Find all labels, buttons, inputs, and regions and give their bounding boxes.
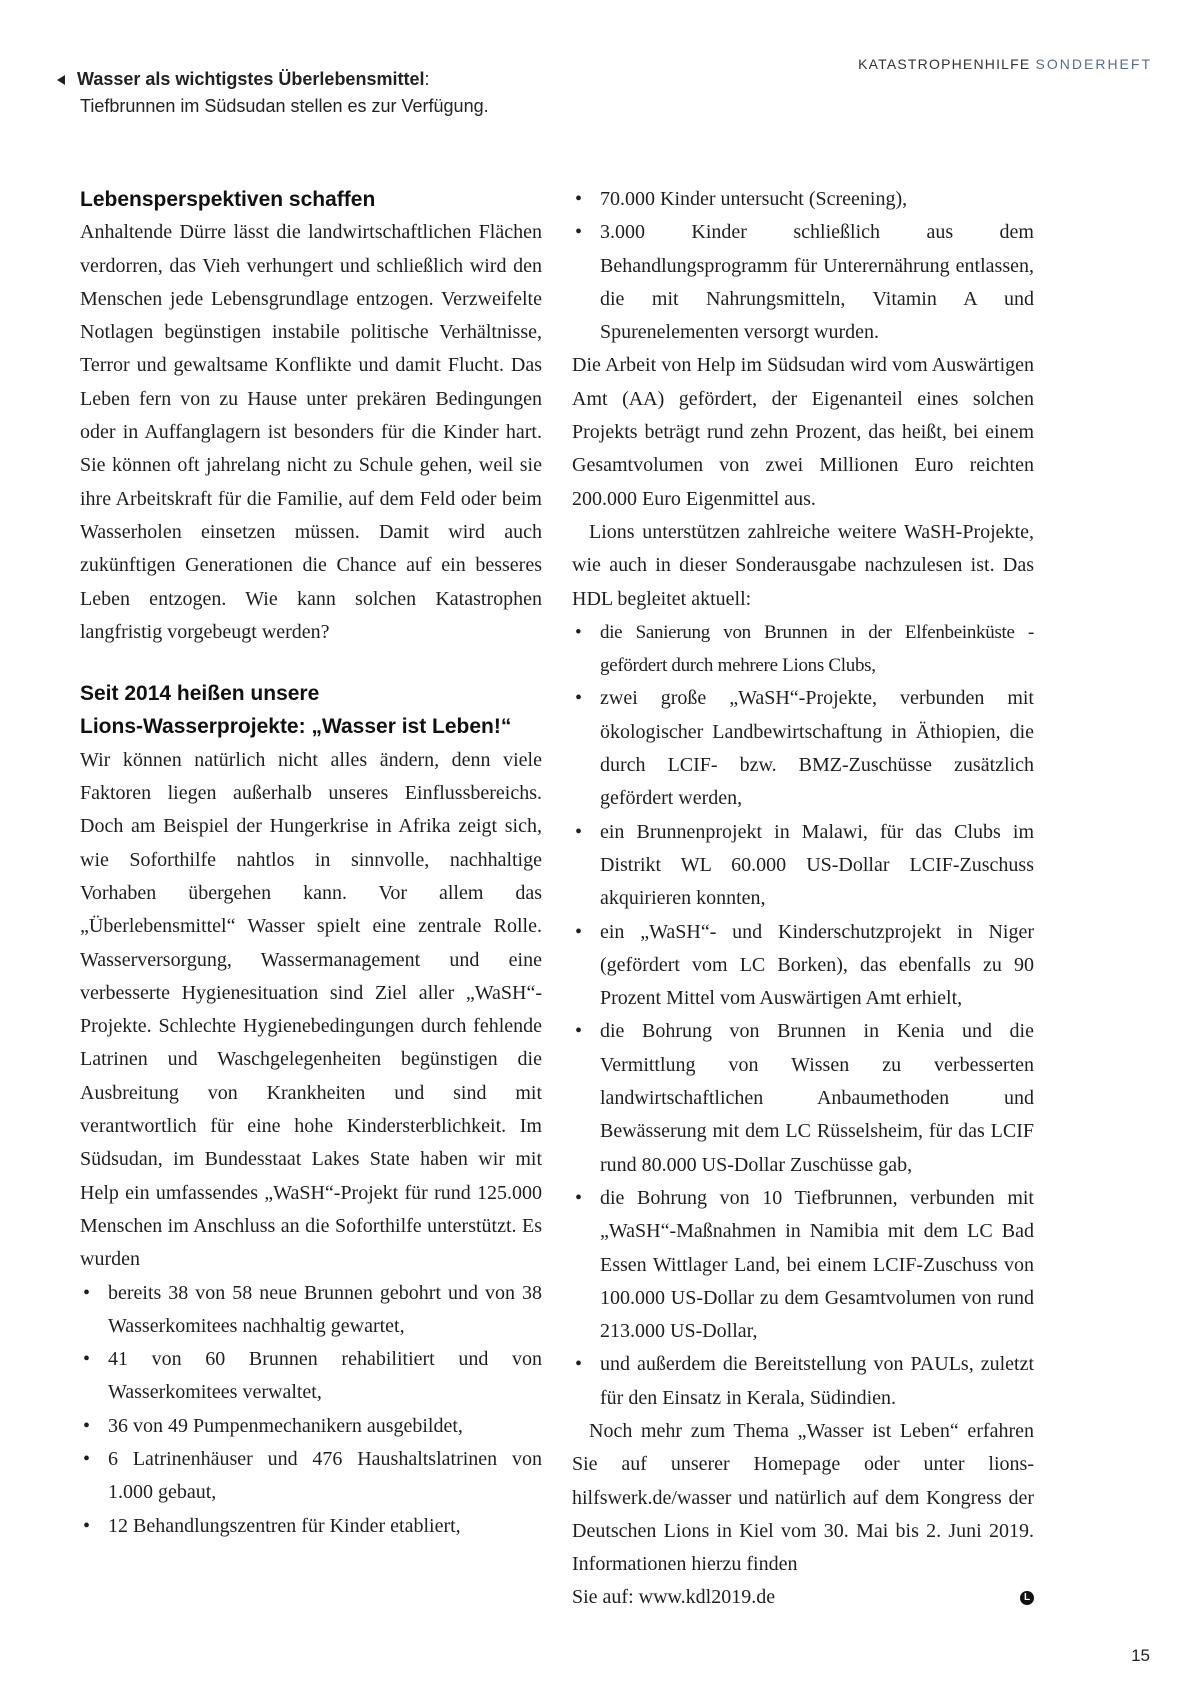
running-head [858,56,1152,72]
heading-lebensperspektiven: Lebensperspektiven schaffen [80,188,376,211]
page-number: 15 [1131,1646,1150,1665]
list-item: • ein Brunnenprojekt in Malawi, für das Clubs im Distrikt WL 60.000 US-Dollar LCIF-Zuschuss akquirieren konnten, [572,816,1034,916]
left-paragraph-1: Anhaltende Dürre lässt die landwirtschaftlichen Flächen verdorren, das Vieh verhungert und schließlich wird den Menschen jede Lebensgrundlage entzogen. Verzweifelte Notlagen begünstigen instabile politische Verhältnisse, Terror und gewaltsame Konflikte und damit Flucht. Das Leben fern von zu Hause unter prekären Bedingungen oder in Auffanglagern ist besonders für die Kinder hart. Sie können oft jahrelang nicht zu Schule gehen, weil sie ihre Arbeitskraft für die Familie, auf dem Feld oder beim Wasserholen einsetzen müssen. Damit wird auch zukünftigen Generationen die Chance auf ein besseres Leben entzogen. Wie kann solchen Katastrophen langfristig vorgebeugt werden? [80,221,542,643]
list-item: • 41 von 60 Brunnen rehabilitiert und von Wasserkomitees verwaltet, [80,1343,542,1410]
left-paragraph-2: Wir können natürlich nicht alles ändern, denn viele Faktoren liegen außerhalb unseres Einflussbereichs. Doch am Beispiel der Hungerkrise in Afrika zeigt sich, wie Soforthilfe nahtlos in sinnvolle, nachhaltige Vorhaben übergehen kann. Vor allem das „Überlebensmittel“ Wasser spielt eine zentrale Rolle. Wasserversorgung, Wassermanagement und eine verbesserte Hygienesituation sind Ziel aller „WaSH“-Projekte. Schlechte Hygienebedingungen durch fehlende Latrinen und Waschgelegenheiten begünstigen die Ausbreitung von Krankheiten und sind mit verantwortlich für eine hohe Kindersterblichkeit. Im Südsudan, im Bundesstaat Lakes State haben wir mit Help ein umfassendes „WaSH“-Projekt für rund 125.000 Menschen im Anschluss an die Soforthilfe unterstützt. Es wurden [80,748,542,1271]
caption-colon: : [424,69,430,89]
caption-text: Tiefbrunnen im Südsudan stellen es zur Verfügung. [80,96,489,116]
list-item: • 12 Behandlungszentren für Kinder etabliert, [80,1510,542,1543]
list-item: • die Sanierung von Brunnen in der Elfenbeinküste - gefördert durch mehrere Lions Clubs, [572,616,1034,683]
heading-wasserprojekte-line2: Lions-Wasserprojekte: „Wasser ist Leben!“ [80,715,512,739]
right-bullet-list-top [572,183,1034,349]
running-head-section: KATASTROPHENHILFE [858,56,1031,72]
list-item: • ein „WaSH“- und Kinderschutzprojekt in Niger (gefördert vom LC Borken), das ebenfalls zu 90 Prozent Mittel vom Auswärtigen Amt erhielt, [572,916,1034,1016]
right-bullet-list-hdl [572,616,1034,1415]
list-item: • bereits 38 von 58 neue Brunnen gebohrt und von 38 Wasserkomitees nachhaltig gewartet, [80,1277,542,1344]
caption-title: Wasser als wichtigstes Überlebensmittel [77,69,425,89]
right-paragraph-2: Lions unterstützen zahlreiche weitere WaSH-Projekte, wie auch in dieser Sonderausgabe nachzulesen ist. Das HDL begleitet aktuell: [572,520,1034,610]
right-paragraph-3: Noch mehr zum Thema „Wasser ist Leben“ erfahren Sie auf unserer Homepage oder unter lions-hilfswerk.de/wasser und natürlich auf dem Kongress der Deutschen Lions in Kiel vom 30. Mai bis 2. Juni 2019. Informationen hierzu finden [572,1419,1034,1576]
list-item: • 3.000 Kinder schließlich aus dem Behandlungsprogramm für Unterernährung entlassen, die mit Nahrungsmitteln, Vitamin A und Spurenelementen versorgt wurden. [572,216,1034,349]
right-paragraph-1: Die Arbeit von Help im Südsudan wird vom Auswärtigen Amt (AA) gefördert, der Eigenanteil eines solchen Projekts beträgt rund zehn Prozent, das heißt, bei einem Gesamtvolumen von zwei Millionen Euro reichten 200.000 Euro Eigenmittel aus. [572,354,1034,510]
list-item: • 36 von 49 Pumpenmechanikern ausgebildet, [80,1410,542,1443]
list-item: • zwei große „WaSH“-Projekte, verbunden mit ökologischer Landbewirtschaftung in Äthiopien, die durch LCIF- bzw. BMZ-Zuschüsse zusätzlich gefördert werden, [572,682,1034,815]
lions-end-mark-icon: L [1020,1591,1034,1605]
image-caption [57,66,489,120]
section-gap [80,649,542,677]
list-item: • 70.000 Kinder untersucht (Screening), [572,183,1034,216]
left-column [80,183,542,1543]
list-item: • die Bohrung von 10 Tiefbrunnen, verbunden mit „WaSH“-Maßnahmen in Namibia mit dem LC Bad Essen Wittlager Land, bei einem LCIF-Zuschuss von 100.000 US-Dollar zu dem Gesamtvolumen von rund 213.000 US-Dollar, [572,1182,1034,1348]
right-last-line [572,1581,1034,1614]
right-column [572,183,1034,1615]
list-item: • die Bohrung von Brunnen in Kenia und die Vermittlung von Wissen zu verbesserten landwirtschaftlichen Anbaumethoden und Bewässerung mit dem LC Rüsselsheim, für das LCIF rund 80.000 US-Dollar Zuschüsse gab, [572,1015,1034,1181]
list-item: • 6 Latrinenhäuser und 476 Haushaltslatrinen von 1.000 gebaut, [80,1443,542,1510]
caret-left-icon [57,75,65,85]
running-head-issue: SONDERHEFT [1035,56,1152,72]
left-bullet-list [80,1277,542,1543]
right-paragraph-3-end: Sie auf: www.kdl2019.de [572,1586,776,1609]
heading-wasserprojekte-line1: Seit 2014 heißen unsere [80,682,320,706]
list-item: • und außerdem die Bereitstellung von PAULs, zuletzt für den Einsatz in Kerala, Südindien. [572,1348,1034,1415]
